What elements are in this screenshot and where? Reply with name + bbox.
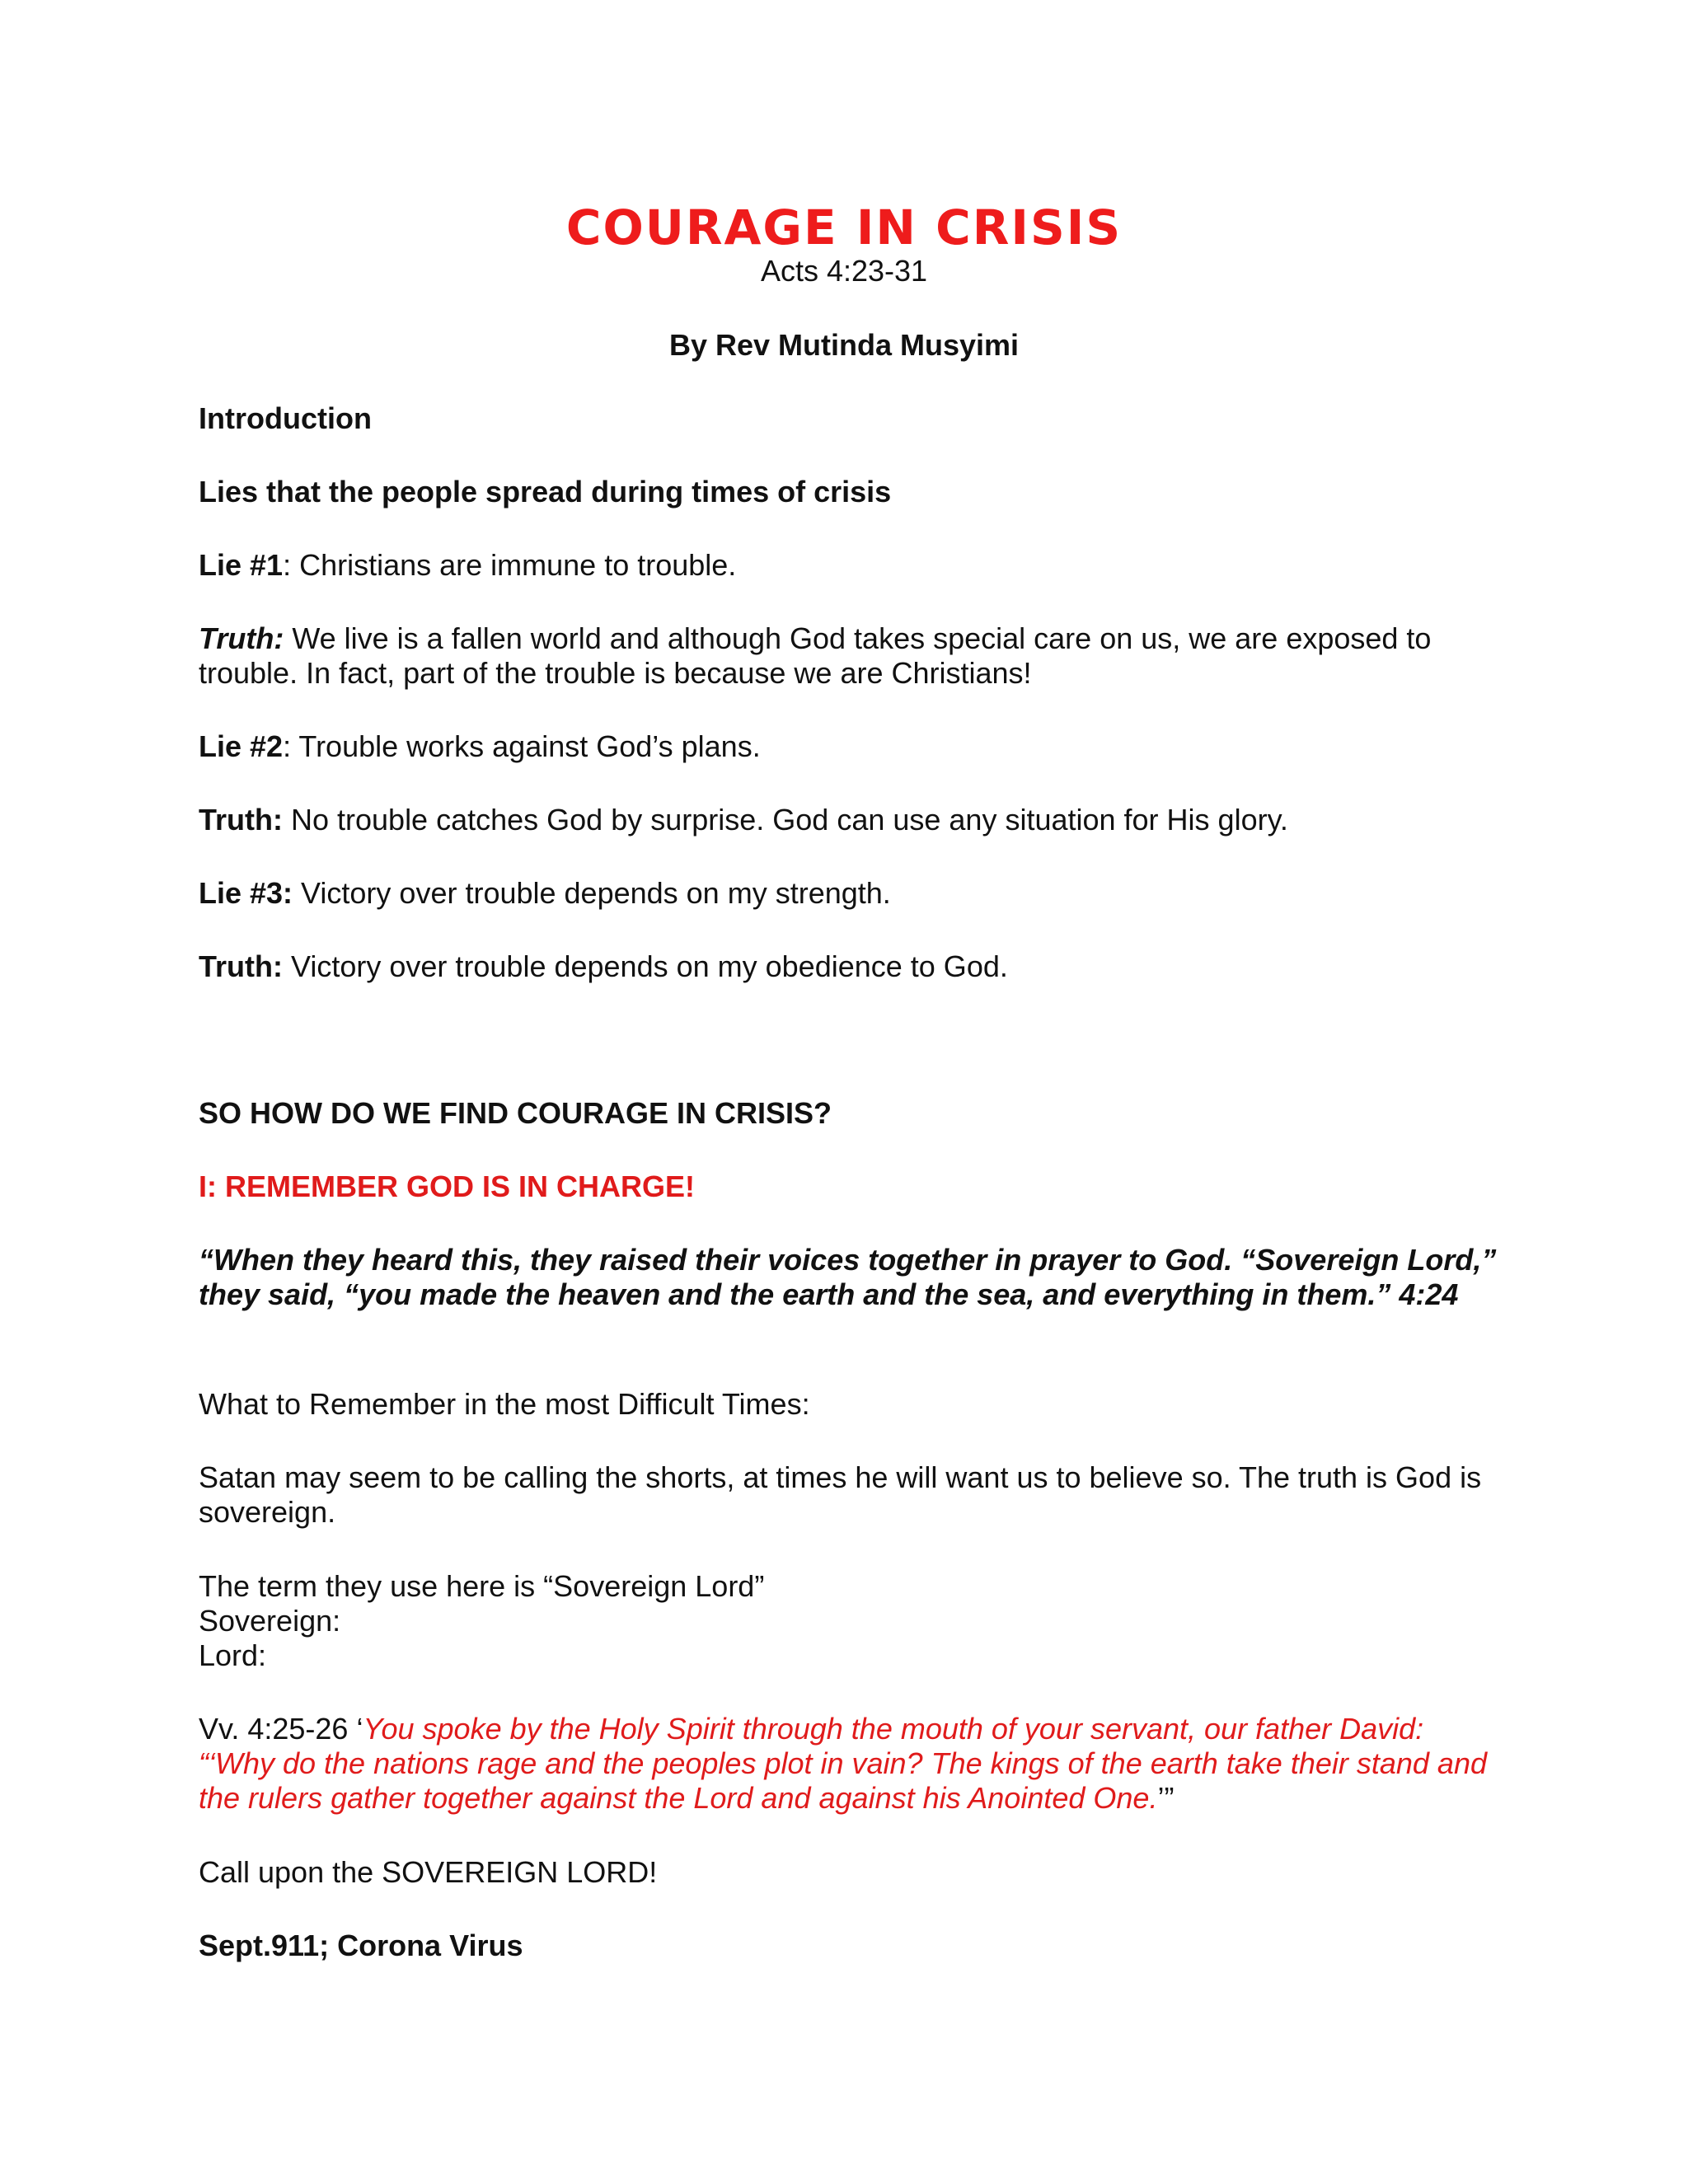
truth-1-label: Truth: bbox=[199, 621, 284, 655]
lie-3-label: Lie #3: bbox=[199, 876, 293, 910]
lie-1-text: : Christians are immune to trouble. bbox=[283, 548, 737, 582]
lie-2-text: : Trouble works against God’s plans. bbox=[283, 729, 761, 763]
lies-heading: Lies that the people spread during times of crisis bbox=[199, 475, 892, 509]
remember-intro: What to Remember in the most Difficult Times: bbox=[199, 1387, 810, 1421]
lie-2-paragraph bbox=[199, 729, 1501, 764]
scripture-quote-4-24: “When they heard this, they raised their voices together in prayer to God. “Sovereign Lord,” they said, “you made the heaven and the earth and the sea, and everything in them.” 4:24 bbox=[199, 1243, 1497, 1311]
verses-quote: You spoke by the Holy Spirit through the mouth of your servant, our father David: “‘Why do the nations rage and the peoples plot in vain? The kings of the earth take their stand and the rulers gather together against the Lord and against his Anointed One. bbox=[199, 1712, 1487, 1815]
term-line: The term they use here is “Sovereign Lord” bbox=[199, 1569, 765, 1603]
scripture-reference: Acts 4:23-31 bbox=[760, 254, 928, 288]
verses-reference: Vv. 4:25-26 ‘ bbox=[199, 1712, 363, 1746]
main-question-heading: SO HOW DO WE FIND COURAGE IN CRISIS? bbox=[199, 1096, 832, 1130]
lie-1-paragraph bbox=[199, 548, 1501, 583]
events-line: Sept.911; Corona Virus bbox=[199, 1929, 523, 1962]
document-title: COURAGE IN CRISIS bbox=[565, 199, 1123, 255]
truth-3-paragraph bbox=[199, 949, 1501, 984]
truth-3-label: Truth: bbox=[199, 949, 283, 983]
truth-3-text: Victory over trouble depends on my obedience to God. bbox=[282, 949, 1008, 983]
lie-3-text: Victory over trouble depends on my strength. bbox=[293, 876, 891, 910]
author-line: By Rev Mutinda Musyimi bbox=[668, 328, 1020, 362]
truth-2-label: Truth: bbox=[199, 803, 283, 837]
verses-4-25-26-paragraph bbox=[199, 1712, 1501, 1816]
lord-label: Lord: bbox=[199, 1638, 267, 1672]
lie-2-label: Lie #2 bbox=[199, 729, 284, 763]
point-1-heading: I: REMEMBER GOD IS IN CHARGE! bbox=[199, 1169, 696, 1203]
truth-2-paragraph bbox=[199, 803, 1501, 837]
verses-close-quote: ’” bbox=[1157, 1781, 1175, 1815]
lie-1-label: Lie #1 bbox=[199, 548, 284, 582]
satan-paragraph: Satan may seem to be calling the shorts, at times he will want us to believe so. The truth is God is sovereign. bbox=[199, 1460, 1482, 1529]
truth-2-text: No trouble catches God by surprise. God can use any situation for His glory. bbox=[282, 803, 1288, 837]
lie-3-paragraph bbox=[199, 876, 1501, 911]
truth-1-paragraph bbox=[199, 621, 1501, 691]
sovereign-label: Sovereign: bbox=[199, 1604, 341, 1638]
introduction-heading: Introduction bbox=[199, 401, 372, 435]
truth-1-text: We live is a fallen world and although God takes special care on us, we are exposed to trouble. In fact, part of the trouble is because we are Christians! bbox=[199, 621, 1432, 690]
call-line: Call upon the SOVEREIGN LORD! bbox=[199, 1855, 658, 1889]
